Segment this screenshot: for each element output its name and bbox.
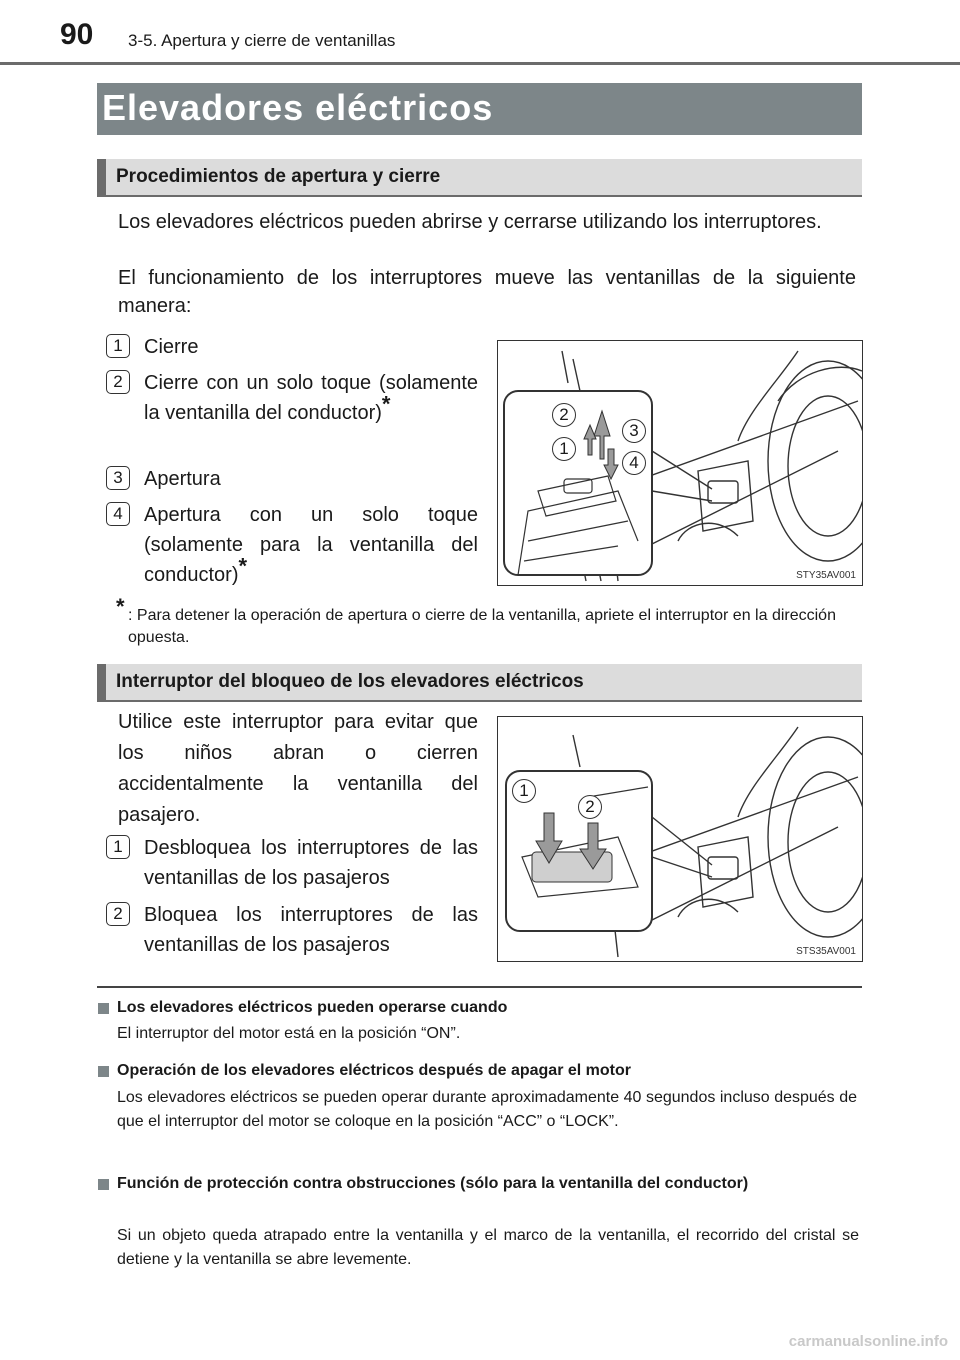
note-bullet-icon [98, 1179, 109, 1190]
lock-badge-1: 1 [106, 835, 130, 859]
figure-callout-1: 1 [552, 437, 576, 461]
lock-text-2: Bloquea los interruptores de las ventanillas de los pasajeros [144, 904, 478, 956]
note-bullet-icon [98, 1066, 109, 1077]
step-badge-1: 1 [106, 334, 130, 358]
note-heading-1: Los elevadores eléctricos pueden operarse cuando [117, 999, 508, 1016]
section-heading-lock [97, 664, 862, 702]
step-text-1: Cierre [144, 336, 199, 358]
step-badge-4: 4 [106, 502, 130, 526]
header-rule [0, 62, 960, 65]
lock-switch-illustration [498, 717, 862, 961]
window-switch-illustration [498, 341, 862, 585]
asterisk-mark: * [381, 391, 391, 417]
lock-badge-2: 2 [106, 902, 130, 926]
step-badge-3: 3 [106, 466, 130, 490]
note-body-2: Los elevadores eléctricos se pueden operar durante aproximadamente 40 segundos incluso después de que el interruptor del motor se coloque en la posición “ACC” o “LOCK”. [117, 1089, 857, 1130]
footnote-text: : Para detener la operación de apertura o cierre de la ventanilla, apriete el interruptor en la dirección opuesta. [128, 607, 836, 646]
note-body-1: El interruptor del motor está en la posición “ON”. [117, 1025, 461, 1042]
figure-callout-2: 2 [552, 403, 576, 427]
running-header: 3-5. Apertura y cierre de ventanillas [128, 31, 396, 50]
footnote-asterisk: * [116, 594, 125, 619]
note-bullet-icon [98, 1003, 109, 1014]
figure-callout-4: 4 [622, 451, 646, 475]
window-switch-figure [497, 340, 863, 586]
figure-code: STS35AV001 [796, 946, 856, 957]
notes-divider [97, 986, 862, 988]
lock-text-1: Desbloquea los interruptores de las ventanillas de los pasajeros [144, 837, 478, 889]
note-body-3: Si un objeto queda atrapado entre la ventanilla y el marco de la ventanilla, el recorrido del cristal se detiene y la ventanilla se abre levemente. [117, 1227, 859, 1268]
figure-callout-1: 1 [512, 779, 536, 803]
intro-paragraph-1: Los elevadores eléctricos pueden abrirse y cerrarse utilizando los interruptores. [118, 211, 822, 233]
section-marker [97, 159, 106, 195]
note-heading-2: Operación de los elevadores eléctricos después de apagar el motor [117, 1062, 631, 1079]
intro-paragraph-2: El funcionamiento de los interruptores mueve las ventanillas de la siguiente manera: [118, 267, 856, 317]
page-number: 90 [60, 18, 94, 51]
step-text-4: Apertura con un solo toque (solamente para la ventanilla del conductor)* [144, 504, 478, 586]
lock-intro-paragraph: Utilice este interruptor para evitar que los niños abran o cierren accidentalmente la ventanilla del pasajero. [118, 711, 478, 826]
step-text-2: Cierre con un solo toque (solamente la ventanilla del conductor)* [144, 372, 478, 424]
footer-watermark: carmanualsonline.info [788, 1333, 948, 1350]
figure-callout-3: 3 [622, 419, 646, 443]
section-marker [97, 664, 106, 700]
figure-callout-2: 2 [578, 795, 602, 819]
lock-switch-figure [497, 716, 863, 962]
page-title: Elevadores eléctricos [102, 87, 494, 128]
figure-code: STY35AV001 [796, 570, 856, 581]
step-badge-2: 2 [106, 370, 130, 394]
section-heading-text: Interruptor del bloqueo de los elevadores eléctricos [116, 671, 584, 692]
note-heading-3: Función de protección contra obstrucciones (sólo para la ventanilla del conductor) [117, 1175, 749, 1192]
step-text-3: Apertura [144, 468, 221, 490]
asterisk-mark: * [238, 553, 248, 579]
section-heading-procedures [97, 159, 862, 197]
section-heading-text: Procedimientos de apertura y cierre [116, 166, 441, 187]
